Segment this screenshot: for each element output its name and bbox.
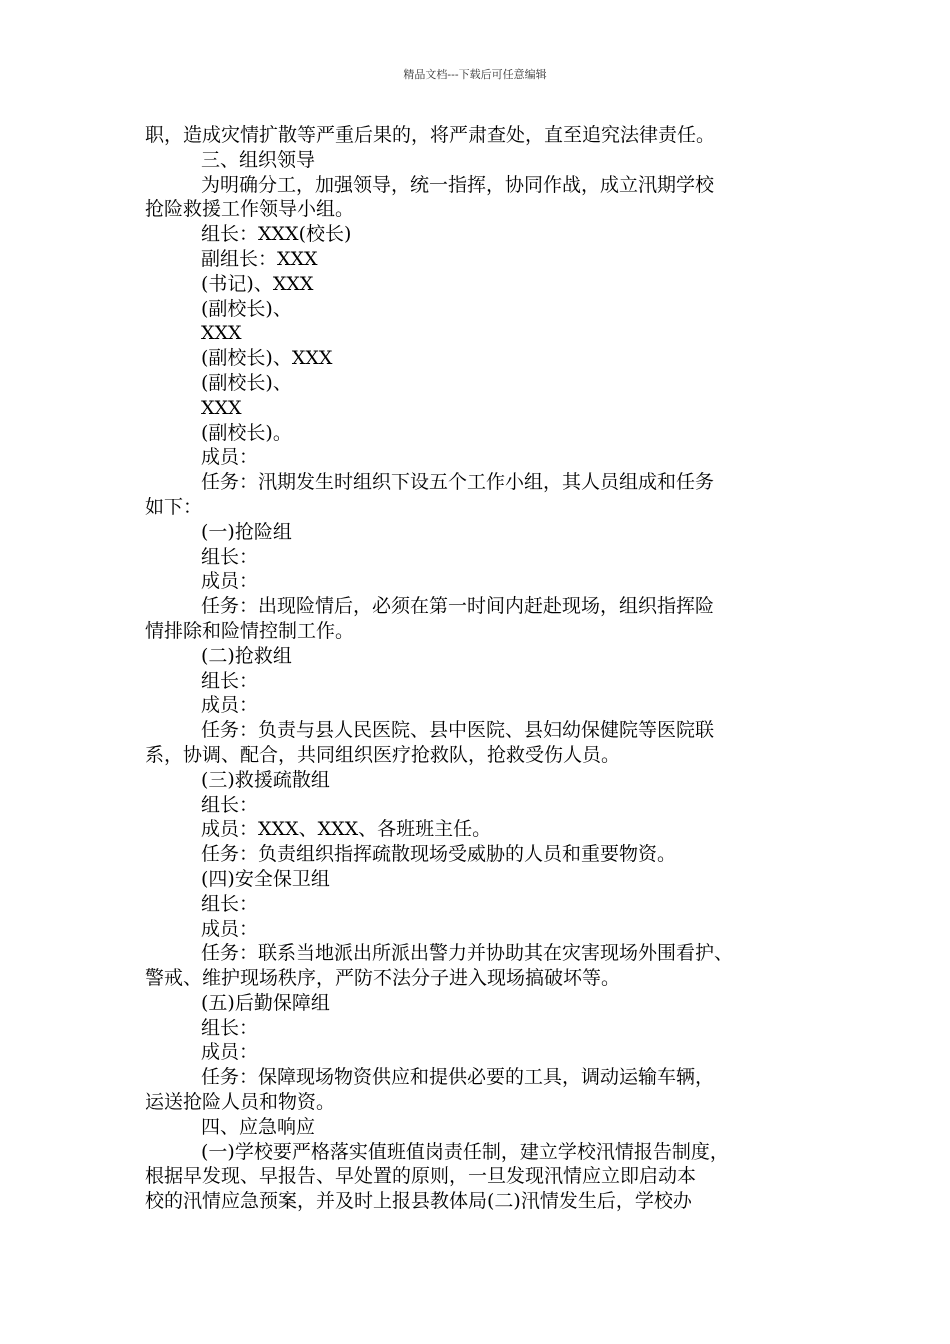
text-line: (副校长)、XXX bbox=[201, 347, 333, 370]
text-line: 任务：保障现场物资供应和提供必要的工具，调动运输车辆， bbox=[201, 1066, 715, 1089]
text-line: 成员： bbox=[201, 917, 259, 940]
text-line: (副校长)、 bbox=[201, 297, 292, 320]
text-line: 运送抢险人员和物资。 bbox=[145, 1091, 336, 1114]
text-line: (四)安全保卫组 bbox=[201, 867, 330, 890]
text-line: 任务：汛期发生时组织下设五个工作小组，其人员组成和任务 bbox=[201, 471, 715, 494]
text-line: 情排除和险情控制工作。 bbox=[145, 619, 355, 642]
text-line: 系，协调、配合，共同组织医疗抢救队，抢救受伤人员。 bbox=[145, 743, 621, 766]
text-line: (一)学校要严格落实值班值岗责任制，建立学校汛情报告制度， bbox=[201, 1140, 729, 1163]
text-line: 根据早发现、早报告、早处置的原则，一旦发现汛情应立即启动本 bbox=[145, 1165, 697, 1188]
text-line: (书记)、XXX bbox=[201, 272, 314, 295]
text-line: 校的汛情应急预案，并及时上报县教体局(二)汛情发生后，学校办 bbox=[145, 1190, 692, 1213]
text-line: 副组长：XXX bbox=[201, 247, 318, 270]
text-line: 成员： bbox=[201, 694, 259, 717]
text-line: 成员： bbox=[201, 1041, 259, 1064]
text-line: (三)救援疏散组 bbox=[201, 768, 330, 791]
text-line: 成员：XXX、XXX、各班班主任。 bbox=[201, 818, 492, 841]
text-line: 任务：联系当地派出所派出警力并协助其在灾害现场外围看护、 bbox=[201, 942, 734, 965]
page-header: 精品文档---下载后可任意编辑 bbox=[403, 68, 547, 81]
text-line: (副校长)、 bbox=[201, 371, 292, 394]
text-line: (副校长)。 bbox=[201, 421, 292, 444]
text-line: 成员： bbox=[201, 570, 259, 593]
text-line: 抢险救援工作领导小组。 bbox=[145, 198, 355, 221]
text-line: 四、应急响应 bbox=[201, 1115, 316, 1138]
document-body bbox=[145, 123, 825, 1214]
text-line: 组长： bbox=[201, 892, 259, 915]
text-line: 为明确分工，加强领导，统一指挥，协同作战，成立汛期学校 bbox=[201, 173, 715, 196]
text-line: 任务：负责组织指挥疏散现场受威胁的人员和重要物资。 bbox=[201, 843, 677, 866]
text-line: 成员： bbox=[201, 446, 259, 469]
text-line: 如下： bbox=[145, 495, 203, 518]
text-line: 任务：负责与县人民医院、县中医院、县妇幼保健院等医院联 bbox=[201, 719, 715, 742]
text-line: 组长：XXX(校长) bbox=[201, 223, 352, 246]
text-line: (二)抢救组 bbox=[201, 644, 292, 667]
text-line: 三、组织领导 bbox=[201, 148, 316, 171]
text-line: 组长： bbox=[201, 793, 259, 816]
text-line: 组长： bbox=[201, 1016, 259, 1039]
text-line: XXX bbox=[201, 322, 242, 345]
text-line: 任务：出现险情后，必须在第一时间内赶赴现场，组织指挥险 bbox=[201, 595, 715, 618]
text-line: XXX bbox=[201, 396, 242, 419]
text-line: 组长： bbox=[201, 669, 259, 692]
text-line: (一)抢险组 bbox=[201, 520, 292, 543]
text-line: 警戒、维护现场秩序，严防不法分子进入现场搞破坏等。 bbox=[145, 967, 621, 990]
text-line: (五)后勤保障组 bbox=[201, 991, 330, 1014]
text-line: 组长： bbox=[201, 545, 259, 568]
text-line: 职，造成灾情扩散等严重后果的，将严肃查处，直至追究法律责任。 bbox=[145, 124, 716, 146]
